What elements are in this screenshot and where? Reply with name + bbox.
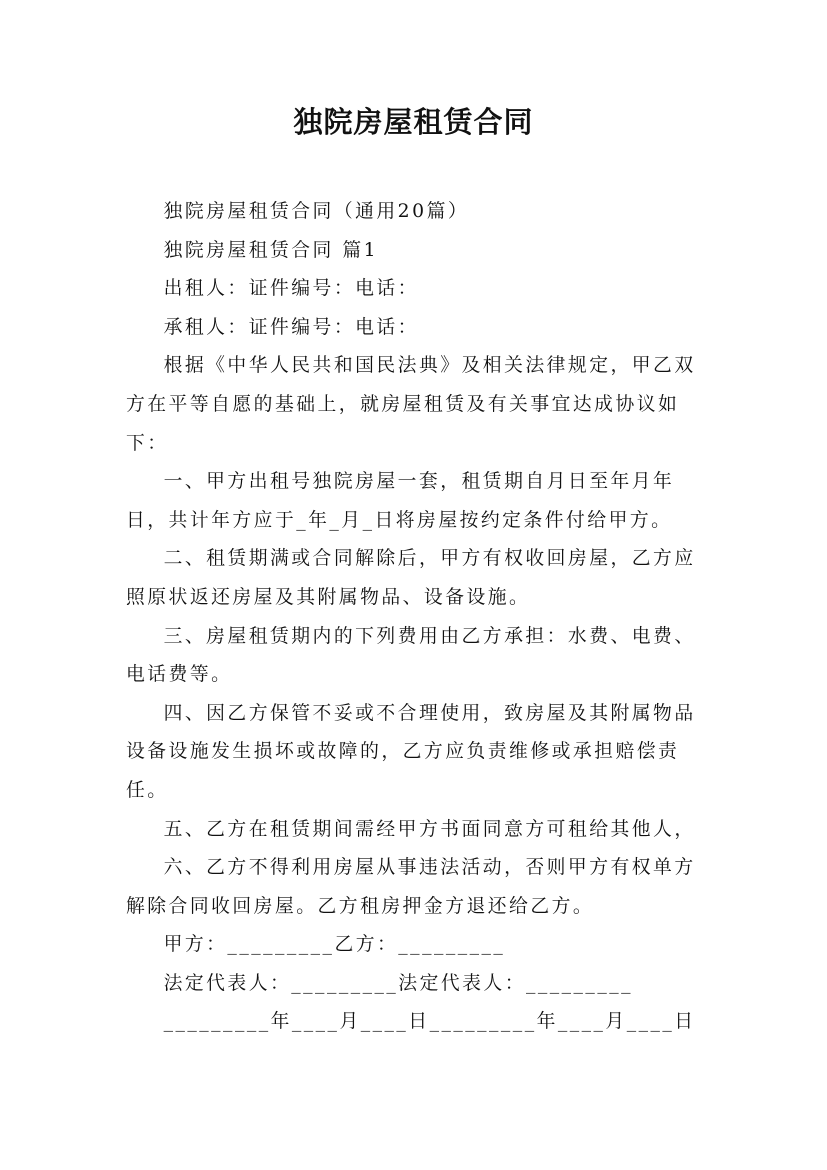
paragraph-clause-2: 二、租赁期满或合同解除后，甲方有权收回房屋，乙方应照原状返还房屋及其附属物品、设备设施。: [126, 548, 696, 608]
signature-parties-line: 甲方：_________乙方：_________: [163, 934, 506, 956]
document-title: 独院房屋租赁合同: [293, 105, 534, 139]
paragraph-preamble: 根据《中华人民共和国民法典》及相关法律规定，甲乙双方在平等自愿的基础上，就房屋租赁及有关事宜达成协议如下：: [126, 355, 696, 454]
paragraph-section-heading: 独院房屋租赁合同 篇1: [163, 239, 379, 261]
paragraph-clause-6: 六、乙方不得利用房屋从事违法活动，否则甲方有权单方解除合同收回房屋。乙方租房押金方退还给乙方。: [126, 857, 696, 917]
signature-date-line: _________年____月____日_________年____月____日: [163, 1011, 696, 1033]
paragraph-clause-5: 五、乙方在租赁期间需经甲方书面同意方可租给其他人，: [163, 818, 696, 840]
paragraph-subtitle: 独院房屋租赁合同（通用20篇）: [163, 201, 470, 222]
document-body: [126, 193, 704, 1042]
paragraph-clause-3: 三、房屋租赁期内的下列费用由乙方承担：水费、电费、电话费等。: [126, 625, 696, 686]
paragraph-clause-4: 四、因乙方保管不妥或不合理使用，致房屋及其附属物品设备设施发生损坏或故障的，乙方应负责维修或承担赔偿责任。: [126, 702, 696, 801]
paragraph-clause-1: 一、甲方出租号独院房屋一套，租赁期自月日至年月年日，共计年方应于_年_月_日将房屋按约定条件付给甲方。: [126, 471, 675, 531]
paragraph-lessee: 承租人：证件编号：电话：: [163, 316, 419, 338]
paragraph-lessor: 出租人：证件编号：电话：: [163, 278, 419, 300]
signature-representatives-line: 法定代表人：_________法定代表人：_________: [163, 972, 633, 994]
